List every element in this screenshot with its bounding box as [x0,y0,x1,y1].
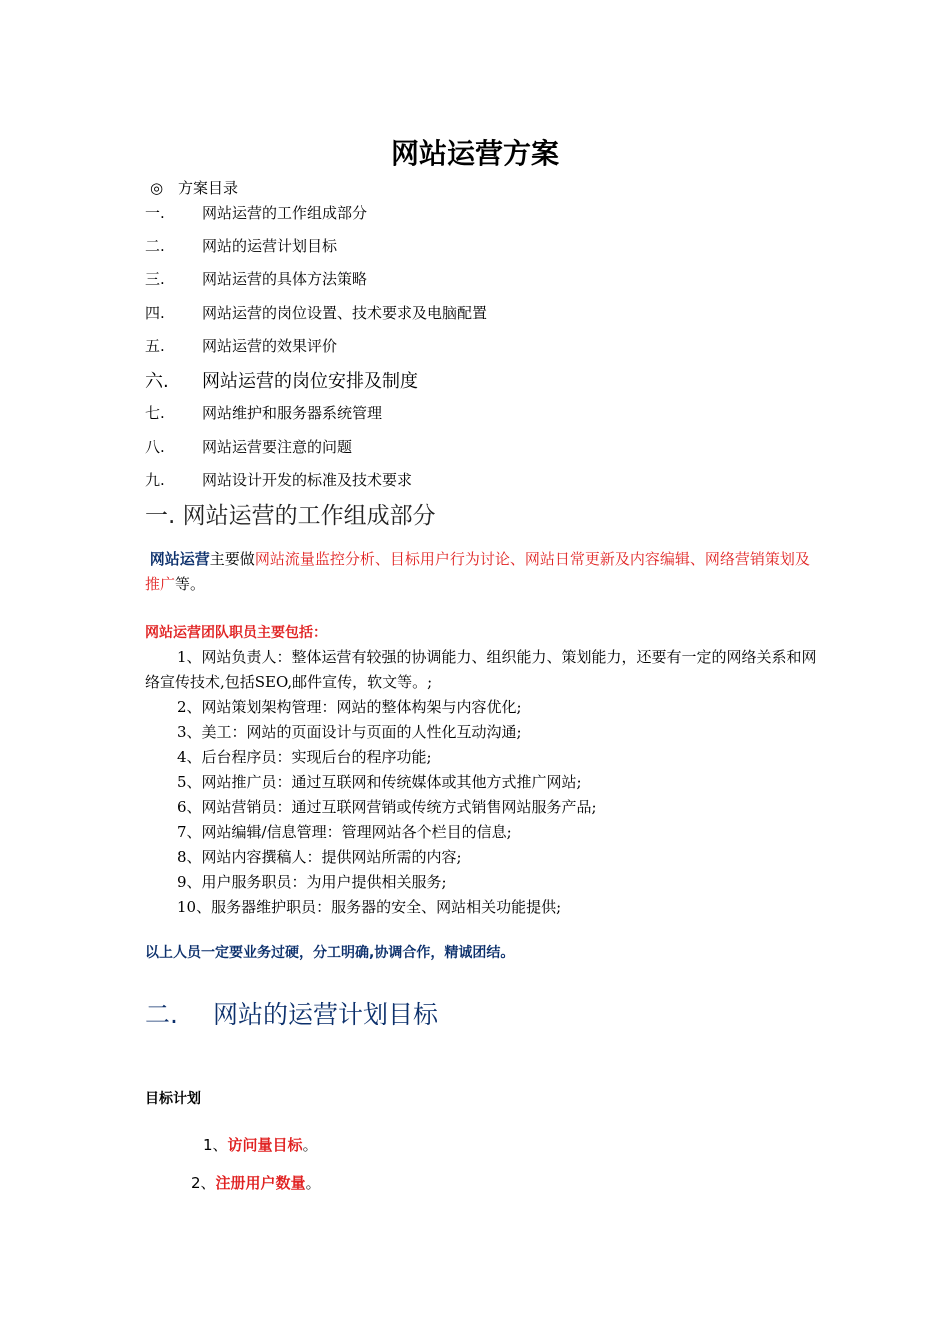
toc-item-9-text: 网站设计开发的标准及技术要求 [202,471,413,489]
goal-item-1-text: 访问量目标 [227,1136,303,1154]
toc-heading-text: 方案目录 [178,179,239,197]
team-heading: 网站运营团队职员主要包括： [145,625,327,641]
goal-item-2 [191,1172,321,1193]
toc-item-3-text: 网站运营的具体方法策略 [202,270,368,288]
toc-item-1-num: 一. [145,204,165,222]
toc-item-4-text: 网站运营的岗位设置、技术要求及电脑配置 [202,304,488,322]
toc-item-7-text: 网站维护和服务器系统管理 [202,404,383,422]
toc-heading [150,177,238,198]
goal-plan-heading: 目标计划 [145,1091,201,1107]
duty-item-10: 10、服务器维护职员：服务器的安全、网站相关功能提供; [177,898,562,916]
duty-item-2: 2、网站策划架构管理：网站的整体构架与内容优化; [177,698,522,716]
toc-item-2-text: 网站的运营计划目标 [202,237,338,255]
duty-item-9: 9、用户服务职员：为用户提供相关服务; [177,873,447,891]
section-1-closing: 以上人员一定要业务过硬，分工明确,协调合作，精诚团结。 [145,945,515,961]
toc-item-3-num: 三. [145,270,165,288]
goal-item-1-end: 。 [302,1136,318,1154]
duty-item-6: 6、网站营销员：通过互联网营销或传统方式销售网站服务产品; [177,798,597,816]
toc-item-8-text: 网站运营要注意的问题 [202,438,353,456]
toc-item-9-num: 九. [145,471,165,489]
goal-item-2-end: 。 [305,1174,321,1192]
toc-item-4-num: 四. [145,304,165,322]
intro-highlight: 网站流量监控分析、目标用户行为讨论、网站日常更新及内容编辑、网络营销策划及推广 [145,550,810,593]
toc-item-2-num: 二. [145,237,165,255]
toc-item-5-text: 网站运营的效果评价 [202,337,338,355]
duty-item-3: 3、美工：网站的页面设计与页面的人性化互动沟通; [177,723,522,741]
goal-item-1 [203,1134,318,1155]
toc-item-1-text: 网站运营的工作组成部分 [202,204,368,222]
bullseye-icon: ◎ [150,179,164,197]
toc-item-8-num: 八. [145,438,165,456]
toc-item-7-num: 七. [145,404,165,422]
section-1-intro [145,547,815,597]
document-title: 网站运营方案 [390,137,559,170]
section-1-heading: 一. 网站运营的工作组成部分 [145,503,436,529]
intro-end: 等。 [175,575,206,593]
toc-item-5-num: 五. [145,337,165,355]
goal-item-2-text: 注册用户数量 [215,1174,306,1192]
goal-item-1-num: 1、 [203,1136,228,1154]
duty-item-7: 7、网站编辑/信息管理：管理网站各个栏目的信息; [177,823,512,841]
section-2-number: 二. [145,1000,178,1029]
intro-term: 网站运营 [149,550,210,568]
section-2-heading [145,995,438,1031]
duty-item-8: 8、网站内容撰稿人：提供网站所需的内容; [177,848,462,866]
intro-mid: 主要做 [209,550,255,568]
toc-item-6-text: 网站运营的岗位安排及制度 [202,371,418,392]
goal-item-2-num: 2、 [191,1174,216,1192]
duty-item-4: 4、后台程序员：实现后台的程序功能; [177,748,432,766]
duty-list [145,645,825,920]
section-2-title: 网站的运营计划目标 [213,1000,439,1029]
toc-item-6-num: 六. [145,371,169,392]
duty-item-1: 1、网站负责人：整体运营有较强的协调能力、组织能力、策划能力，还要有一定的网络关系和网络宣传技术,包括SEO,邮件宣传，软文等。; [145,648,817,691]
duty-item-5: 5、网站推广员：通过互联网和传统媒体或其他方式推广网站; [177,773,582,791]
